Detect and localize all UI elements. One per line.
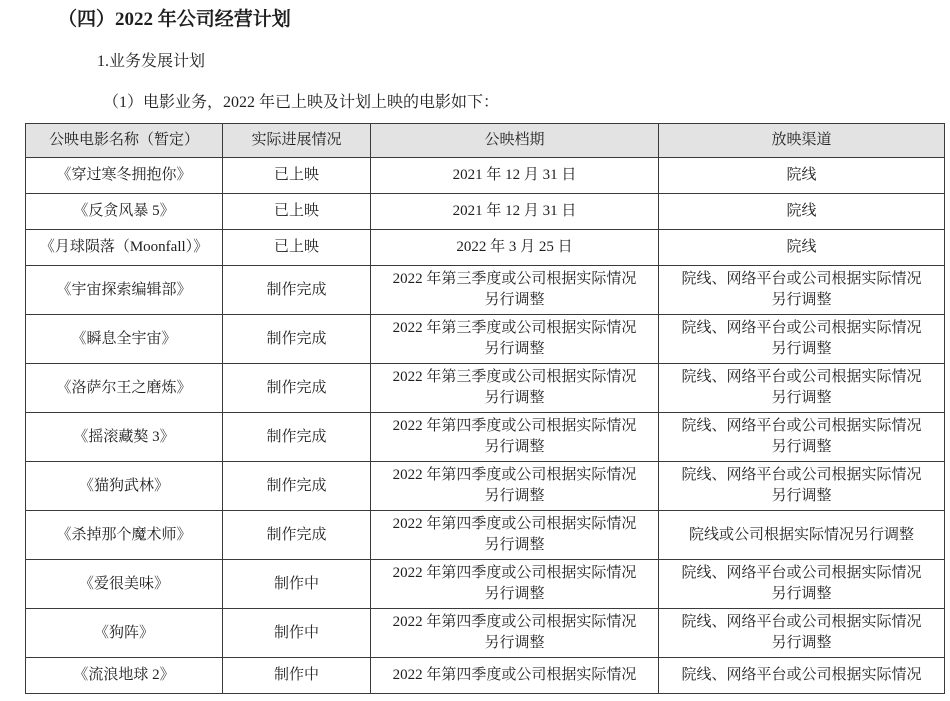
channel-cell: 院线、网络平台或公司根据实际情况 另行调整 bbox=[659, 413, 945, 462]
channel-cell: 院线 bbox=[659, 230, 945, 266]
progress-cell: 制作完成 bbox=[223, 462, 371, 511]
film-title-cell: 《爱很美味》 bbox=[26, 560, 223, 609]
header-progress: 实际进展情况 bbox=[223, 124, 371, 158]
table-header bbox=[26, 124, 945, 158]
channel-cell: 院线、网络平台或公司根据实际情况 另行调整 bbox=[659, 266, 945, 315]
film-title-cell: 《宇宙探索编辑部》 bbox=[26, 266, 223, 315]
table-row bbox=[26, 364, 945, 413]
release-schedule-cell: 2022 年第四季度或公司根据实际情况 另行调整 bbox=[371, 609, 659, 658]
table-row bbox=[26, 194, 945, 230]
release-schedule-cell: 2022 年第三季度或公司根据实际情况 另行调整 bbox=[371, 266, 659, 315]
header-release-schedule: 公映档期 bbox=[371, 124, 659, 158]
film-title-cell: 《狗阵》 bbox=[26, 609, 223, 658]
release-schedule-cell: 2021 年 12 月 31 日 bbox=[371, 194, 659, 230]
channel-cell: 院线、网络平台或公司根据实际情况 bbox=[659, 658, 945, 694]
table-row bbox=[26, 462, 945, 511]
channel-cell: 院线、网络平台或公司根据实际情况 另行调整 bbox=[659, 315, 945, 364]
film-title-cell: 《猫狗武林》 bbox=[26, 462, 223, 511]
channel-cell: 院线、网络平台或公司根据实际情况 另行调整 bbox=[659, 462, 945, 511]
progress-cell: 已上映 bbox=[223, 194, 371, 230]
intro-paragraph: （1）电影业务，2022 年已上映及计划上映的电影如下： bbox=[103, 94, 500, 111]
subsection-title: 1.业务发展计划 bbox=[97, 53, 206, 70]
table-row bbox=[26, 266, 945, 315]
progress-cell: 制作中 bbox=[223, 609, 371, 658]
release-schedule-cell: 2022 年第三季度或公司根据实际情况 另行调整 bbox=[371, 364, 659, 413]
film-title-cell: 《反贪风暴 5》 bbox=[26, 194, 223, 230]
progress-cell: 制作完成 bbox=[223, 364, 371, 413]
table-row bbox=[26, 658, 945, 694]
table-header-row bbox=[26, 124, 945, 158]
release-schedule-cell: 2022 年第四季度或公司根据实际情况 另行调整 bbox=[371, 413, 659, 462]
film-title-cell: 《杀掉那个魔术师》 bbox=[26, 511, 223, 560]
progress-cell: 已上映 bbox=[223, 230, 371, 266]
progress-cell: 已上映 bbox=[223, 158, 371, 194]
channel-cell: 院线 bbox=[659, 194, 945, 230]
table-row bbox=[26, 560, 945, 609]
channel-cell: 院线、网络平台或公司根据实际情况 另行调整 bbox=[659, 560, 945, 609]
film-title-cell: 《洛萨尔王之磨炼》 bbox=[26, 364, 223, 413]
table-row bbox=[26, 609, 945, 658]
release-schedule-cell: 2022 年 3 月 25 日 bbox=[371, 230, 659, 266]
channel-cell: 院线或公司根据实际情况另行调整 bbox=[659, 511, 945, 560]
table-row bbox=[26, 230, 945, 266]
release-schedule-cell: 2022 年第四季度或公司根据实际情况 另行调整 bbox=[371, 511, 659, 560]
film-release-table bbox=[25, 123, 945, 694]
film-title-cell: 《流浪地球 2》 bbox=[26, 658, 223, 694]
header-channel: 放映渠道 bbox=[659, 124, 945, 158]
progress-cell: 制作中 bbox=[223, 560, 371, 609]
channel-cell: 院线、网络平台或公司根据实际情况 另行调整 bbox=[659, 609, 945, 658]
film-title-cell: 《穿过寒冬拥抱你》 bbox=[26, 158, 223, 194]
film-title-cell: 《瞬息全宇宙》 bbox=[26, 315, 223, 364]
release-schedule-cell: 2022 年第三季度或公司根据实际情况 另行调整 bbox=[371, 315, 659, 364]
table-row bbox=[26, 511, 945, 560]
progress-cell: 制作完成 bbox=[223, 315, 371, 364]
channel-cell: 院线 bbox=[659, 158, 945, 194]
table-row bbox=[26, 315, 945, 364]
release-schedule-cell: 2022 年第四季度或公司根据实际情况 另行调整 bbox=[371, 560, 659, 609]
table-row bbox=[26, 413, 945, 462]
section-title: （四）2022 年公司经营计划 bbox=[58, 9, 291, 30]
progress-cell: 制作中 bbox=[223, 658, 371, 694]
progress-cell: 制作完成 bbox=[223, 266, 371, 315]
release-schedule-cell: 2022 年第四季度或公司根据实际情况 bbox=[371, 658, 659, 694]
table-row bbox=[26, 158, 945, 194]
release-schedule-cell: 2021 年 12 月 31 日 bbox=[371, 158, 659, 194]
release-schedule-cell: 2022 年第四季度或公司根据实际情况 另行调整 bbox=[371, 462, 659, 511]
header-film-title: 公映电影名称（暂定） bbox=[26, 124, 223, 158]
film-title-cell: 《月球陨落（Moonfall）》 bbox=[26, 230, 223, 266]
film-title-cell: 《摇滚藏獒 3》 bbox=[26, 413, 223, 462]
channel-cell: 院线、网络平台或公司根据实际情况 另行调整 bbox=[659, 364, 945, 413]
progress-cell: 制作完成 bbox=[223, 511, 371, 560]
progress-cell: 制作完成 bbox=[223, 413, 371, 462]
table-body bbox=[26, 158, 945, 694]
